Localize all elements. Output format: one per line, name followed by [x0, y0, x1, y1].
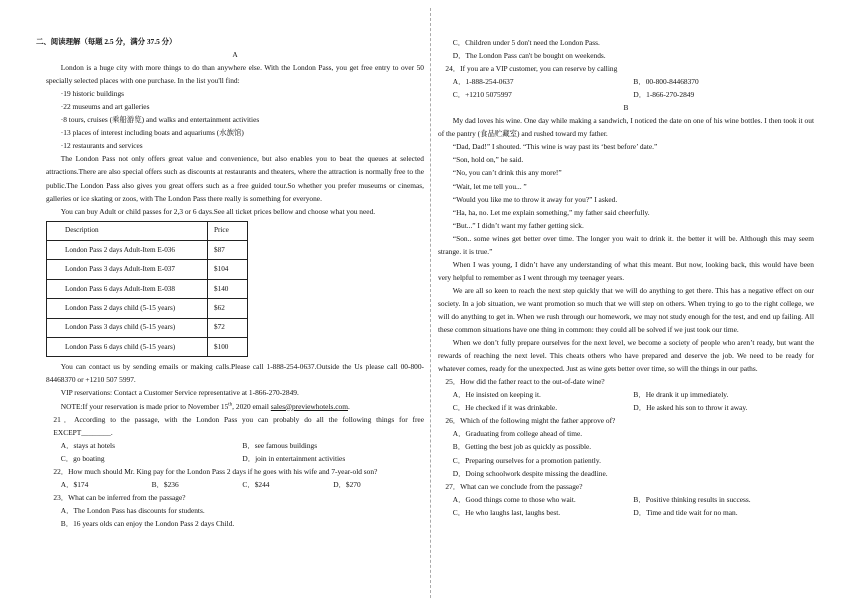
table-row — [47, 260, 248, 279]
option: C．+1210 5075997 — [452, 90, 512, 100]
option: C．He checked if it was drinkable. — [452, 403, 558, 413]
table-row — [47, 279, 248, 298]
note-text: . — [347, 401, 350, 411]
list-item: ·8 tours, cruises (乘船游览) and walks and entertainment activities — [60, 115, 260, 125]
option: A．1-888-254-0637 — [452, 77, 514, 87]
question-25-options-row-1 — [438, 388, 814, 401]
dialog-line: “Ha, ha, no. Let me explain something,” my father said cheerfully. — [452, 207, 650, 217]
option: D．$270 — [333, 479, 361, 489]
table-row — [47, 318, 248, 337]
note-superscript: th — [228, 402, 233, 408]
passage-b-paragraph-5: When we don’t fully prepare ourselves for the next level, we become a society of people who aren’t ready, but want the rewards of reaching the next level. This cheats others who have prepared and deserve the job. We need to be ready for whatever comes, ready for the unexpected. Just as wine gets better over time, so will the things in our paths. — [438, 338, 814, 374]
passage-a-paragraph-3: You can buy Adult or child passes for 2,3 or 6 days.See all ticket prices bellow and choose what you need. — [60, 206, 376, 216]
option: C．$244 — [242, 479, 270, 489]
table-header-price: Price — [208, 221, 248, 240]
question-23: 23．What can be inferred from the passage? — [53, 492, 186, 502]
table-cell: London Pass 3 days child (5-15 years) — [47, 318, 208, 337]
table-row — [47, 338, 248, 357]
question-24: 24．If you are a VIP customer, you can reserve by calling — [445, 64, 618, 74]
question-24-options-row-1 — [438, 75, 814, 88]
passage-b-paragraph-1: My dad loves his wine. One day while making a sandwich, I noticed the date on one of his wine bottles. I then took it out of the pantry (食品贮藏室) and rushed toward my father. — [438, 116, 814, 139]
option: B．00-800-84468370 — [633, 77, 699, 87]
option: C．Preparing ourselves for a promotion patiently. — [452, 455, 601, 465]
table-cell: London Pass 2 days child (5-15 years) — [47, 299, 208, 318]
passage-a-paragraph-4: You can contact us by sending emails or making calls.Please call 1-888-254-0637.Outside the Us please call 00-800-84468370 or +1210 507 5997. — [46, 362, 424, 385]
passage-b-paragraph-2: “Son.. some wines get better over time. The longer you wait to drink it. the better it will be. Although this may seem strange. it is true.” — [438, 233, 814, 256]
option: A．stays at hotels — [60, 440, 115, 450]
option: B．see famous buildings — [242, 440, 318, 450]
list-item: ·12 restaurants and services — [60, 141, 143, 151]
list-item: ·19 historic buildings — [60, 89, 125, 99]
table-cell: $72 — [208, 318, 248, 337]
column-divider — [430, 8, 431, 598]
option: D．The London Pass can't be bought on weekends. — [452, 51, 606, 61]
table-row — [47, 299, 248, 318]
option: D．join in entertainment activities — [242, 453, 346, 463]
dialog-line: “Wait, let me tell you... ” — [452, 181, 527, 191]
question-26: 26．Which of the following might the father approve of? — [445, 416, 616, 426]
option: D．1-866-270-2849 — [633, 90, 695, 100]
table-header-row — [47, 221, 248, 240]
question-21-options-row-2 — [46, 452, 424, 465]
option: A．Good things come to those who wait. — [452, 494, 576, 504]
question-27-options-row-1 — [438, 493, 814, 506]
passage-b-label: B — [623, 103, 629, 113]
table-header-description: Description — [47, 221, 208, 240]
table-cell: $104 — [208, 260, 248, 279]
option: D．Doing schoolwork despite missing the deadline. — [452, 468, 608, 478]
table-cell: London Pass 6 days Adult-Item E-038 — [47, 279, 208, 298]
table-cell: $100 — [208, 338, 248, 357]
option: B．Positive thinking results in success. — [633, 494, 751, 504]
option: A．$174 — [60, 479, 89, 489]
question-22: 22．How much should Mr. King pay for the London Pass 2 days if he goes with his wife and 7-year-old son? — [53, 466, 378, 476]
email-link[interactable]: sales@previewhotels.com — [270, 401, 348, 411]
question-22-options — [46, 478, 424, 491]
table-cell: $140 — [208, 279, 248, 298]
table-row — [47, 241, 248, 260]
left-column — [36, 35, 424, 530]
option: B．He drank it up immediately. — [633, 390, 729, 400]
option: B．$236 — [151, 479, 179, 489]
option: C．go boating — [60, 453, 105, 463]
note-text: , 2020 email — [232, 401, 271, 411]
dialog-line: “Son, hold on,” he said. — [452, 155, 524, 165]
table-cell: London Pass 6 days child (5-15 years) — [47, 338, 208, 357]
question-21: 21．According to the passage, with the London Pass you can probably do all the following things for free EXCEPT________. — [53, 414, 424, 437]
question-27-options-row-2 — [438, 506, 814, 519]
passage-a-label: A — [232, 50, 238, 60]
question-24-options-row-2 — [438, 88, 814, 101]
table-cell: $87 — [208, 241, 248, 260]
table-cell: London Pass 3 days Adult-Item E-037 — [47, 260, 208, 279]
passage-b-paragraph-4: We are all so keen to reach the next step quickly that we will do anything to get there. This has a negative effect on our society. In a job situation, we want promotion so much that we will step on others. When trying to go to the right college, we will do anything to get in. When we rush through our homework, we may not study enough for the test, and end up failing. All these common situations have one thing in common: they could all be solved if we just took our time. — [438, 285, 814, 335]
option: A．He insisted on keeping it. — [452, 390, 541, 400]
question-27: 27．What can we conclude from the passage? — [445, 481, 583, 491]
passage-a-note — [46, 400, 424, 413]
list-item: ·22 museums and art galleries — [60, 102, 150, 112]
option: A．Graduating from college ahead of time. — [452, 429, 583, 439]
note-text: NOTE:If your reservation is made prior to November 15 — [60, 401, 229, 411]
passage-a-paragraph-5: VIP reservations: Contact a Customer Service representative at 1-866-270-2849. — [60, 388, 299, 398]
option: D．Time and tide wait for no man. — [633, 507, 738, 517]
passage-b-paragraph-3: When I was young, I didn’t have any understanding of what this meant. But now, looking back, this would have been very helpful to remember as I went through my teenager years. — [438, 259, 814, 282]
right-column — [438, 36, 814, 519]
section-title: 二、阅读理解（每题 2.5 分，满分 37.5 分） — [36, 37, 177, 46]
dialog-line: “Would you like me to throw it away for you?” I asked. — [452, 194, 618, 204]
option: C．He who laughs last, laughs best. — [452, 507, 561, 517]
question-21-options-row-1 — [46, 439, 424, 452]
dialog-line: “Dad, Dad!” I shouted. “This wine is way past its ‘best before’ date.” — [452, 142, 658, 152]
option: C．Children under 5 don't need the London Pass. — [452, 38, 600, 47]
dialog-line: “But...” I didn’t want my father getting sick. — [452, 220, 584, 230]
option: B．Getting the best job as quickly as possible. — [452, 442, 592, 452]
list-item: ·13 places of interest including boats and aquariums (水族馆) — [60, 128, 244, 138]
table-cell: London Pass 2 days Adult-Item E-036 — [47, 241, 208, 260]
price-table — [46, 221, 248, 358]
question-25: 25．How did the father react to the out-of-date wine? — [445, 377, 605, 387]
passage-a-paragraph-1: London is a huge city with more things to do than anywhere else. With the London Pass, you get free entry to over 50 specially selected places with one purchase. In the list you'll find: — [46, 63, 424, 86]
option: A．The London Pass has discounts for students. — [60, 505, 205, 515]
table-cell: $62 — [208, 299, 248, 318]
option: B．16 years olds can enjoy the London Pass 2 days Child. — [60, 518, 235, 528]
question-25-options-row-2 — [438, 401, 814, 414]
dialog-line: “No, you can’t drink this any more!” — [452, 168, 562, 178]
option: D．He asked his son to throw it away. — [633, 403, 748, 413]
passage-a-paragraph-2: The London Pass not only offers great value and convenience, but also enables you to beat the queues at selected attractions.There are also special offers such as discounts at restaurants and theaters, where the attraction is normally free to the public.The London Pass also gives you great offers such as a free guided tour.So whether you prefer museums or cinemas, galleries or ice skating or zoos, with The London Pass there really is something for everyone. — [46, 154, 424, 203]
